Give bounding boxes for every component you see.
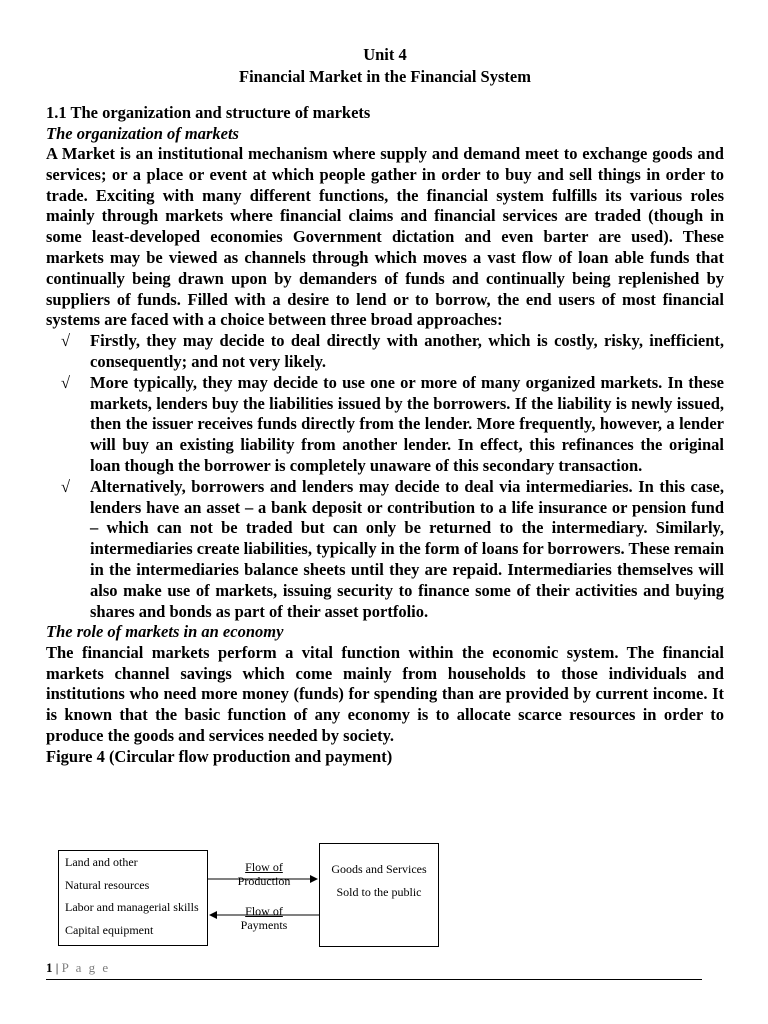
unit-label: Unit 4 xyxy=(363,45,407,64)
paragraph-market-definition: A Market is an institutional mechanism where supply and demand meet to exchange goods and services; or a place or event at which people gather in order to buy and sell things in order to trade. Exciting with many different functions, the financial system fulfills its various roles mainly through markets where financial claims and financial services are traded (though in some least-developed economies Government dictation and even barter are used). These markets may be viewed as channels through which moves a vast flow of loan able funds that continually being drawn upon by demanders of funds and continually being replenished by suppliers of funds. Filled with a desire to lend or to borrow, the end users of most financial systems are faced with a choice between three broad approaches: xyxy=(46,144,724,330)
page-title: Financial Market in the Financial System xyxy=(239,67,531,86)
section-heading: 1.1 The organization and structure of markets xyxy=(46,103,371,122)
resource-item: Natural resources xyxy=(65,877,150,892)
subheading-role: The role of markets in an economy xyxy=(46,622,284,642)
flow-arrows xyxy=(58,843,438,949)
check-mark-icon: √ xyxy=(61,372,71,392)
page-label: P a g e xyxy=(61,960,111,975)
paragraph-role-of-markets: The financial markets perform a vital function within the economic system. The financial markets channel savings which come mainly from households to those individuals and institutions who need more money (funds) for spending than are provided by current income. It is known that the basic function of any economy is to allocate scarce resources in order to produce the goods and services needed by society. xyxy=(46,642,724,746)
list-item-text: More typically, they may decide to use one or more of many organized markets. In these markets, lenders buy the liabilities issued by the borrowers. If the liability is newly issued, then the issuer receives funds directly from the lender. More frequently, however, a lender will buy an existing liability from another lender. In effect, this refinances the original loan though the borrower is completely unaware of this secondary transaction. xyxy=(90,372,724,475)
list-item xyxy=(46,373,724,477)
flow-payments-label: Flow of Payments xyxy=(240,904,288,932)
list-item xyxy=(46,331,724,373)
footer-separator: | xyxy=(52,960,62,975)
list-item-text: Firstly, they may decide to deal directly with another, which is costly, risky, inefficient, consequently; and not very likely. xyxy=(90,331,724,371)
page-number: 1 xyxy=(46,960,53,975)
circular-flow-diagram xyxy=(58,843,438,949)
approaches-list xyxy=(46,331,724,622)
resource-item: Capital equipment xyxy=(65,922,154,937)
list-item xyxy=(46,477,724,623)
list-item-text: Alternatively, borrowers and lenders may decide to deal via intermediaries. In this case, lenders have an asset – a bank deposit or contribution to a life insurance or pension fund – which can not be traded but can only be returned to the intermediary. Similarly, intermediaries create liabilities, typically in the form of loans for borrowers. These remain in the intermediaries balance sheets until they are repaid. Intermediaries themselves will also make use of markets, issuing security to finance some of their activities and buying shares and bonds as part of their asset portfolio. xyxy=(90,476,724,621)
flow-production-label: Flow of Production xyxy=(237,860,291,888)
check-mark-icon: √ xyxy=(61,331,71,351)
figure-caption: Figure 4 (Circular flow production and payment) xyxy=(46,746,393,766)
resource-item: Labor and managerial skills xyxy=(65,900,199,914)
document-page xyxy=(46,44,724,767)
goods-line: Sold to the public xyxy=(336,884,422,899)
goods-line: Goods and Services xyxy=(331,862,427,876)
check-mark-icon: √ xyxy=(61,476,71,496)
page-footer xyxy=(46,960,702,980)
subheading-organization: The organization of markets xyxy=(46,123,239,143)
resource-item: Land and other xyxy=(65,855,138,869)
